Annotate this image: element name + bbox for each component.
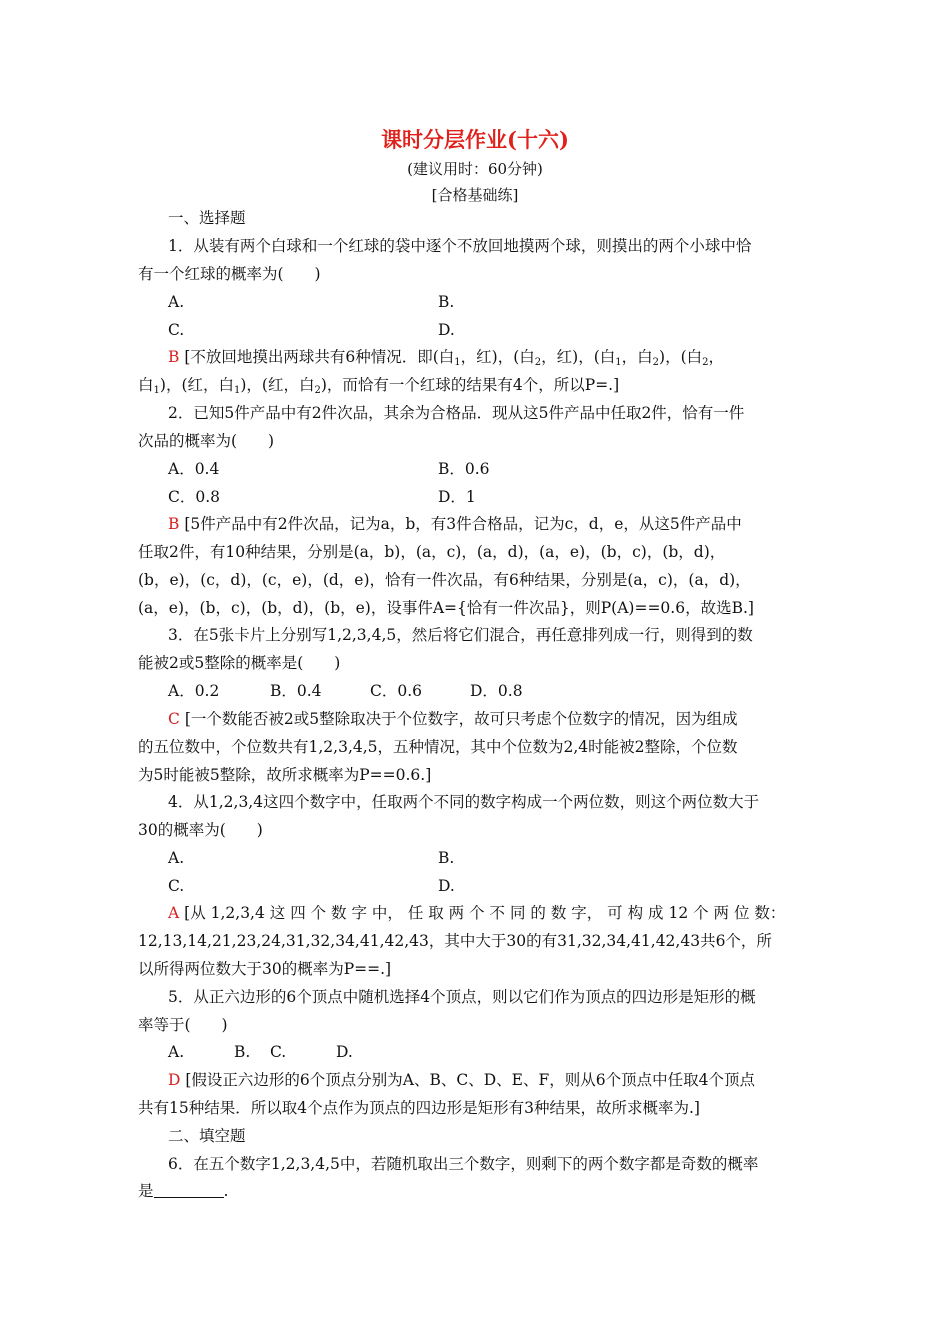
q6-line1: 6．在五个数字1,2,3,4,5中，若随机取出三个数字，则剩下的两个数字都是奇数的概率	[168, 1155, 759, 1173]
level-label: [合格基础练]	[431, 186, 519, 204]
q6-line2: 是 .	[138, 1182, 229, 1200]
q5-option-d: D.	[336, 1043, 353, 1061]
q3-option-d: D．0.8	[470, 682, 523, 700]
q3-option-a: A．0.2	[168, 682, 220, 700]
section-choice: 一、选择题	[168, 209, 246, 227]
q2-explanation-line2: 任取2件，有10种结果，分别是(a，b)，(a，c)，(a，d)，(a，e)，(b，c)，(b，d)，	[138, 543, 726, 561]
q4-line2: 30的概率为( )	[138, 821, 263, 839]
page-title: 课时分层作业(十六)	[381, 127, 569, 152]
q3-explanation-line2: 的五位数中，个位数共有1,2,3,4,5，五种情况，其中个位数为2,4时能被2整除，个位数	[138, 738, 738, 756]
q2-option-d: D．1	[438, 488, 476, 506]
q5-explanation-line2: 共有15种结果．所以取4个点作为顶点的四边形是矩形有3种结果，故所求概率为.]	[138, 1099, 700, 1117]
q2-explanation-line1: B [5件产品中有2件次品，记为a，b，有3件合格品，记为c，d，e，从这5件产品中	[168, 515, 742, 533]
q1-option-d: D.	[438, 321, 455, 339]
q1-line2: 有一个红球的概率为( )	[138, 265, 321, 283]
section-fill: 二、填空题	[168, 1127, 246, 1145]
q4-answer: A	[168, 904, 180, 922]
q4-option-d: D.	[438, 877, 455, 895]
q2-line1: 2．已知5件产品中有2件次品，其余为合格品．现从这5件产品中任取2件，恰有一件	[168, 404, 745, 422]
q3-answer: C	[168, 710, 180, 728]
q3-explanation-line3: 为5时能被5整除，故所求概率为P==0.6.]	[138, 766, 432, 784]
q2-option-b: B．0.6	[438, 460, 490, 478]
q1-option-b: B.	[438, 293, 455, 311]
q1-option-c: C.	[168, 321, 185, 339]
q5-line1: 5．从正六边形的6个顶点中随机选择4个顶点，则以它们作为顶点的四边形是矩形的概	[168, 988, 756, 1006]
q2-explanation-line4: (a，e)，(b，c)，(b，d)，(b，e)，设事件A={恰有一件次品}，则P(A)==0.6，故选B.]	[138, 599, 754, 617]
q5-explanation-line1: D [假设正六边形的6个顶点分别为A、B、C、D、E、F，则从6个顶点中任取4个顶点	[168, 1071, 755, 1089]
q3-explanation-line1: C [一个数能否被2或5整除取决于个位数字，故可只考虑个位数字的情况，因为组成	[168, 710, 738, 728]
q3-option-b: B．0.4	[270, 682, 322, 700]
q4-explanation-line2: 12,13,14,21,23,24,31,32,34,41,42,43，其中大于30的有31,32,34,41,42,43共6个，所	[138, 932, 772, 950]
q4-explanation-line3: 以所得两位数大于30的概率为P==.]	[138, 960, 392, 978]
q3-option-c: C．0.6	[370, 682, 423, 700]
q1-explanation-line1: B [不放回地摸出两球共有6种情况．即(白$_1$，红)，(白$_2$，红)，(白$_1$，白$_2$)，(白$_2$，	[168, 348, 725, 368]
q4-option-c: C.	[168, 877, 185, 895]
q4-option-a: A.	[168, 849, 185, 867]
q2-explanation-line3: (b，e)，(c，d)，(c，e)，(d，e)，恰有一件次品，有6种结果，分别是(a，c)，(a，d)，	[138, 571, 751, 589]
q1-line1: 1．从装有两个白球和一个红球的袋中逐个不放回地摸两个球，则摸出的两个小球中恰	[168, 237, 752, 255]
q4-explanation-line1: A [从 1,2,3,4 这 四 个 数 字 中， 任 取 两 个 不 同 的 数 字， 可 构 成 12 个 两 位 数：	[168, 904, 786, 922]
q5-option-a: A.	[168, 1043, 185, 1061]
suggested-time: (建议用时：60分钟)	[407, 160, 543, 178]
q3-line1: 3．在5张卡片上分别写1,2,3,4,5，然后将它们混合，再任意排列成一行，则得到的数	[168, 626, 753, 644]
q4-line1: 4．从1,2,3,4这四个数字中，任取两个不同的数字构成一个两位数，则这个两位数大于	[168, 793, 760, 811]
q3-line2: 能被2或5整除的概率是( )	[138, 654, 341, 672]
answer-blank	[154, 1183, 224, 1198]
q5-option-b: B.	[234, 1043, 251, 1061]
q5-line2: 率等于( )	[138, 1016, 228, 1034]
q5-option-c: C.	[270, 1043, 287, 1061]
q1-option-a: A.	[168, 293, 185, 311]
q2-answer: B	[168, 515, 180, 533]
q4-option-b: B.	[438, 849, 455, 867]
q5-answer: D	[168, 1071, 181, 1089]
q1-answer: B	[168, 348, 180, 366]
q2-line2: 次品的概率为( )	[138, 432, 275, 450]
q2-option-c: C．0.8	[168, 488, 221, 506]
q2-option-a: A．0.4	[168, 460, 220, 478]
q1-explanation-line2: 白$_1$)，(红，白$_1$)，(红，白$_2$)，而恰有一个红球的结果有4个，所以P=.]	[138, 376, 620, 396]
